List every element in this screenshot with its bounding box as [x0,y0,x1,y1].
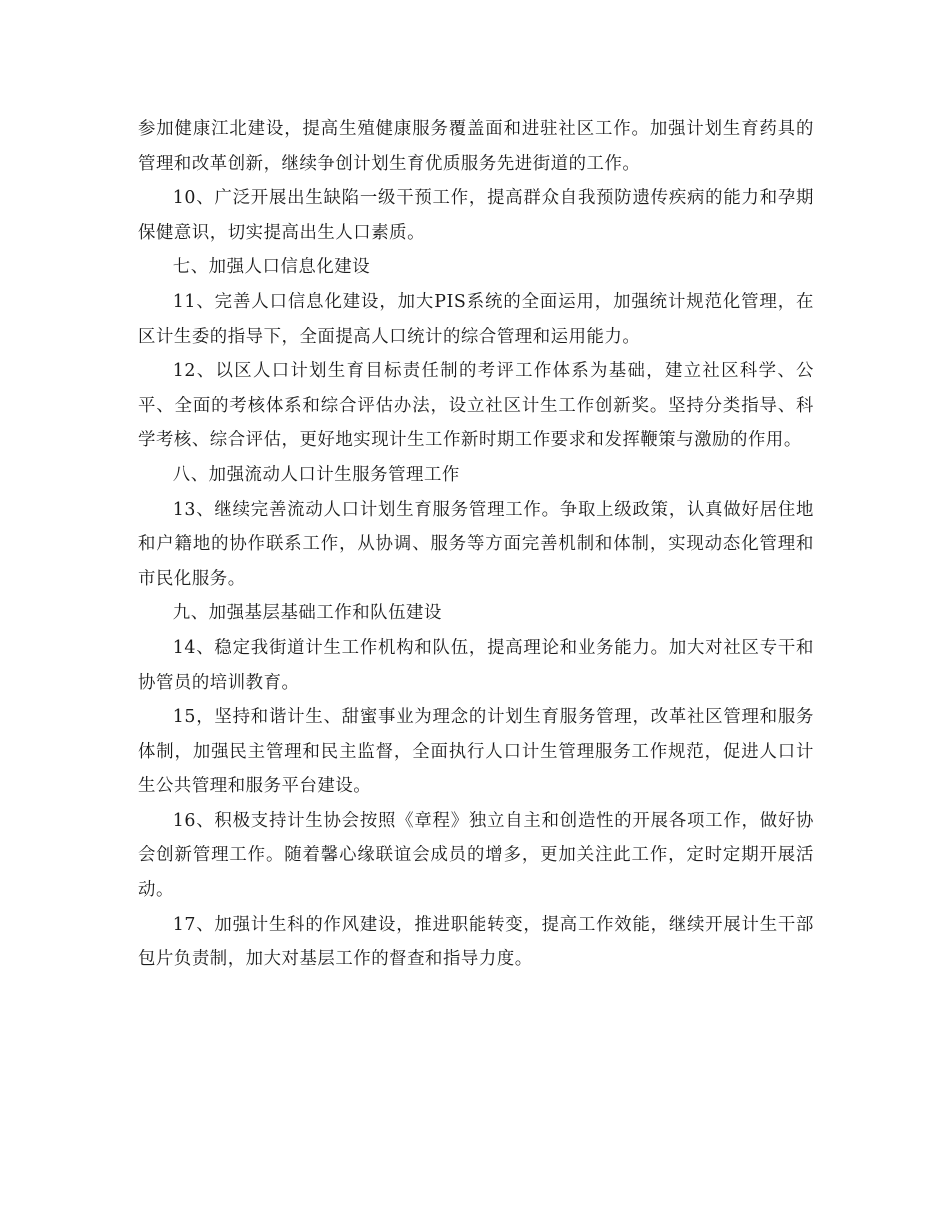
paragraph-item-15: 15，坚持和谐计生、甜蜜事业为理念的计划生育服务管理，改革社区管理和服务体制，加强民主管理和民主监督，全面执行人口计生管理服务工作规范，促进人口计生公共管理和服务平台建设。 [138,707,814,797]
paragraph-item-10: 10、广泛开展出生缺陷一级干预工作，提高群众自我预防遗传疾病的能力和孕期保健意识，切实提高出生人口素质。 [138,188,814,243]
section-heading-9: 九、加强基层基础工作和队伍建设 [172,603,442,624]
paragraph-item-12: 12、以区人口计划生育目标责任制的考评工作体系为基础，建立社区科学、公平、全面的考核体系和综合评估办法，设立社区计生工作创新奖。坚持分类指导、科学考核、综合评估，更好地实现计生工作新时期工作要求和发挥鞭策与激励的作用。 [138,361,814,451]
paragraph-continuation: 参加健康江北建设，提高生殖健康服务覆盖面和进驻社区工作。加强计划生育药具的管理和改革创新，继续争创计划生育优质服务先进街道的工作。 [138,119,814,174]
document-body [138,112,814,977]
paragraph-item-11: 11、完善人口信息化建设，加大PIS系统的全面运用，加强统计规范化管理，在区计生委的指导下，全面提高人口统计的综合管理和运用能力。 [138,291,814,347]
paragraph-item-13: 13、继续完善流动人口计划生育服务管理工作。争取上级政策，认真做好居住地和户籍地的协作联系工作，从协调、服务等方面完善机制和体制，实现动态化管理和市民化服务。 [138,499,814,589]
section-heading-8: 八、加强流动人口计生服务管理工作 [172,464,460,485]
paragraph-item-17: 17、加强计生科的作风建设，推进职能转变，提高工作效能，继续开展计生干部包片负责制，加大对基层工作的督查和指导力度。 [138,914,814,970]
paragraph-item-14: 14、稳定我街道计生工作机构和队伍，提高理论和业务能力。加大对社区专干和协管员的培训教育。 [138,637,814,693]
section-heading-7: 七、加强人口信息化建设 [172,257,371,278]
paragraph-item-16: 16、积极支持计生协会按照《章程》独立自主和创造性的开展各项工作，做好协会创新管理工作。随着馨心缘联谊会成员的增多，更加关注此工作，定时定期开展活动。 [138,810,814,901]
